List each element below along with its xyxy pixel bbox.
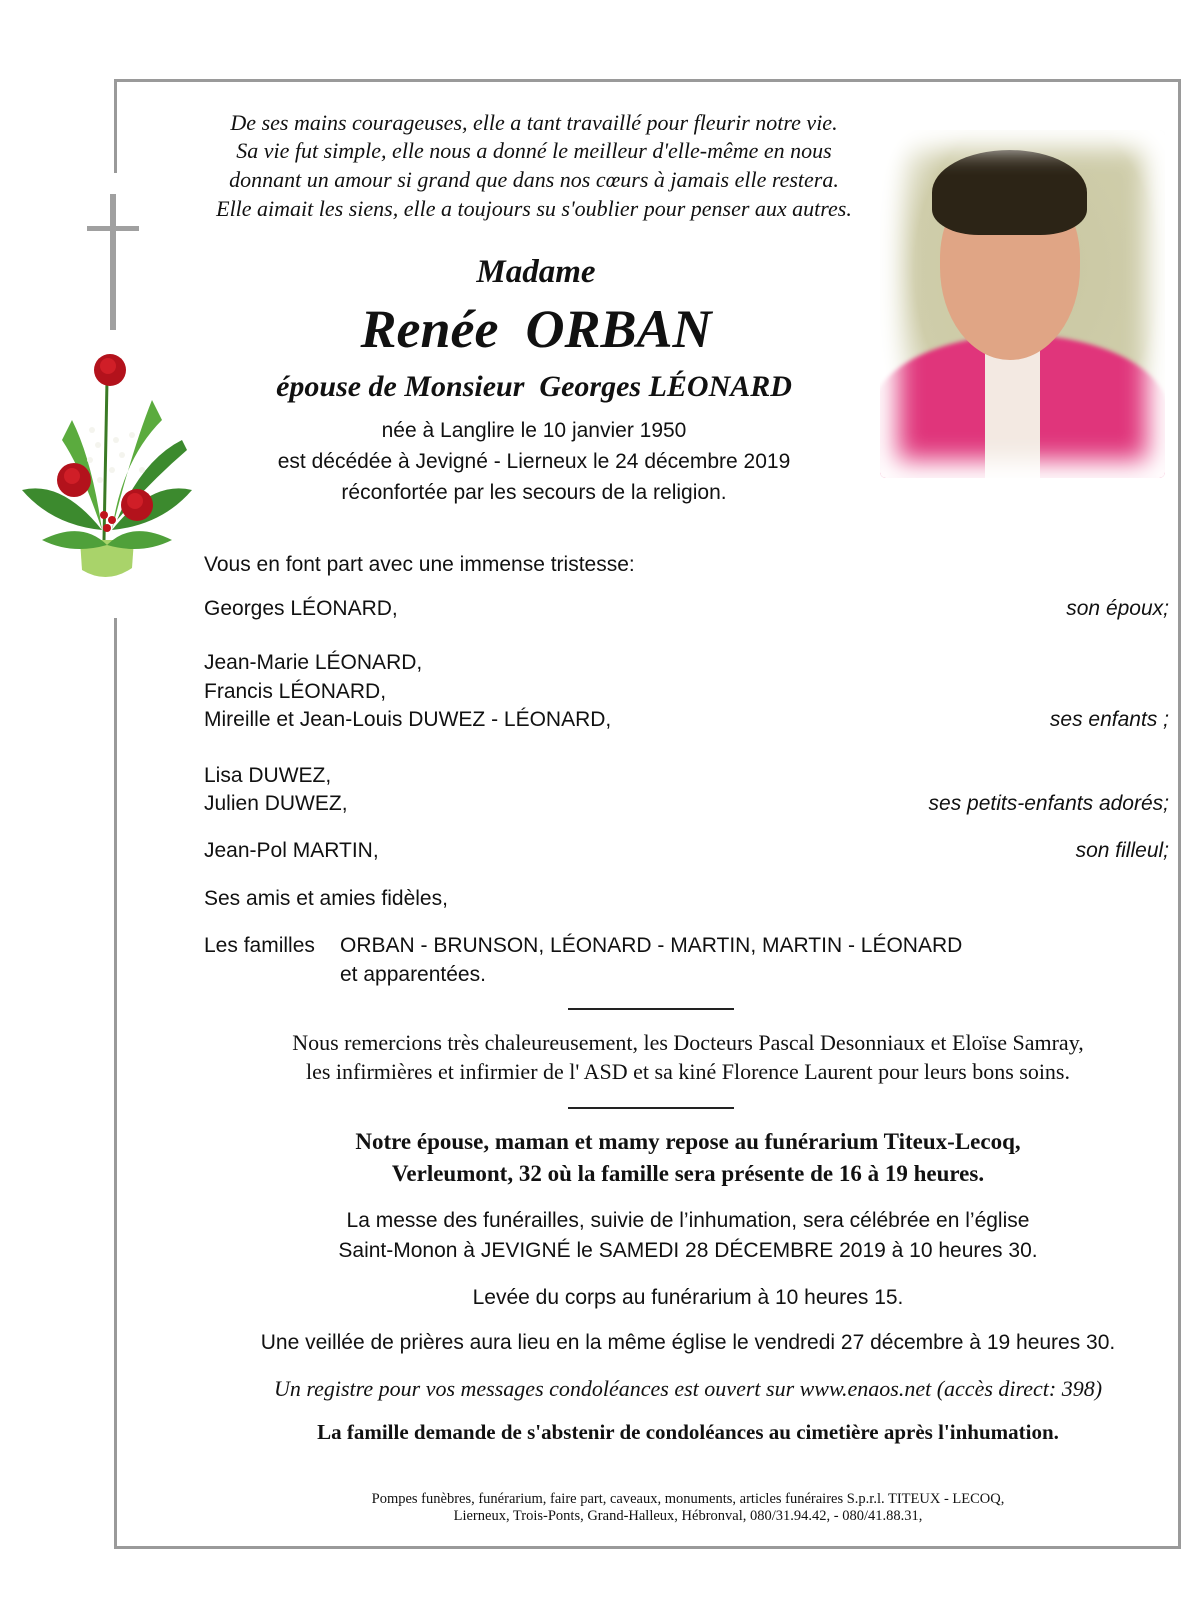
poem-line: De ses mains courageuses, elle a tant travaillé pour fleurir notre vie. bbox=[230, 110, 838, 135]
divider bbox=[568, 1008, 734, 1010]
register-line: Un registre pour vos messages condoléances est ouvert sur www.enaos.net (accès direct: 398) bbox=[273, 1376, 1103, 1401]
families-list: ORBAN - BRUNSON, LÉONARD - MARTIN, MARTIN - LÉONARD bbox=[340, 934, 963, 957]
vigil-line: Une veillée de prières aura lieu en la même église le vendredi 27 décembre à 19 heures 30. bbox=[260, 1331, 1116, 1354]
friends-line: Ses amis et amies fidèles, bbox=[204, 887, 448, 910]
family-name: Julien DUWEZ, bbox=[204, 792, 348, 815]
poem-line: Sa vie fut simple, elle nous a donné le meilleur d'elle-même en nous bbox=[236, 138, 832, 163]
birth-line: née à Langlire le 10 janvier 1950 bbox=[381, 419, 687, 442]
poem-line: Elle aimait les siens, elle a toujours su s'oublier pour penser aux autres. bbox=[216, 196, 852, 221]
rest-line: Verleumont, 32 où la famille sera présente de 16 à 19 heures. bbox=[391, 1161, 985, 1186]
divider bbox=[568, 1107, 734, 1109]
family-name: Georges LÉONARD, bbox=[204, 597, 398, 620]
border-left-top bbox=[114, 79, 117, 173]
family-name: Jean-Marie LÉONARD, bbox=[204, 651, 423, 674]
families-label: Les familles bbox=[204, 934, 315, 957]
footer-line: Lierneux, Trois-Ponts, Grand-Halleux, Hébronval, 080/31.94.42, - 080/41.88.31, bbox=[453, 1508, 923, 1524]
poem-line: donnant un amour si grand que dans nos cœurs à jamais elle restera. bbox=[229, 167, 839, 192]
deceased-name: Renée ORBAN bbox=[360, 299, 712, 359]
border-bottom bbox=[114, 1546, 1181, 1549]
rest-line: Notre épouse, maman et mamy repose au funérarium Titeux-Lecoq, bbox=[355, 1129, 1021, 1154]
intro: Vous en font part avec une immense tristesse: bbox=[204, 553, 635, 576]
thanks-line: Nous remercions très chaleureusement, les Docteurs Pascal Desonniaux et Eloïse Samray, bbox=[292, 1030, 1084, 1055]
border-left-bottom bbox=[114, 618, 117, 1549]
mass-line: La messe des funérailles, suivie de l’inhumation, sera célébrée en l’église bbox=[346, 1209, 1030, 1232]
title: Madame bbox=[476, 254, 596, 290]
family-name: Jean-Pol MARTIN, bbox=[204, 839, 379, 862]
thanks-line: les infirmières et infirmier de l' ASD et sa kiné Florence Laurent pour leurs bons soins. bbox=[305, 1059, 1071, 1084]
family-name: Francis LÉONARD, bbox=[204, 680, 387, 703]
family-name: Lisa DUWEZ, bbox=[204, 764, 332, 787]
family-relation: ses enfants ; bbox=[1049, 708, 1169, 731]
footer-line: Pompes funèbres, funérarium, faire part, caveaux, monuments, articles funéraires S.p.r.l. TITEUX - LECOQ, bbox=[371, 1491, 1005, 1507]
request-line: La famille demande de s'abstenir de condoléances au cimetière après l'inhumation. bbox=[317, 1420, 1059, 1444]
family-relation: son époux; bbox=[1066, 597, 1169, 620]
family-relation: ses petits-enfants adorés; bbox=[928, 792, 1169, 815]
spouse-line: épouse de Monsieur Georges LÉONARD bbox=[276, 370, 792, 403]
family-relation: son filleul; bbox=[1075, 839, 1169, 862]
portrait-photo bbox=[880, 130, 1165, 478]
mass-line: Saint-Monon à JEVIGNÉ le SAMEDI 28 DÉCEMBRE 2019 à 10 heures 30. bbox=[338, 1239, 1038, 1262]
rose-bouquet-image bbox=[12, 340, 202, 585]
border-right bbox=[1178, 79, 1181, 1549]
families-list-cont: et apparentées. bbox=[340, 963, 486, 986]
death-line: est décédée à Jevigné - Lierneux le 24 décembre 2019 bbox=[277, 450, 791, 473]
border-top bbox=[114, 79, 1180, 82]
family-name: Mireille et Jean-Louis DUWEZ - LÉONARD, bbox=[204, 708, 612, 731]
levee-line: Levée du corps au funérarium à 10 heures 15. bbox=[472, 1286, 904, 1309]
religion-line: réconfortée par les secours de la religion. bbox=[341, 481, 727, 504]
